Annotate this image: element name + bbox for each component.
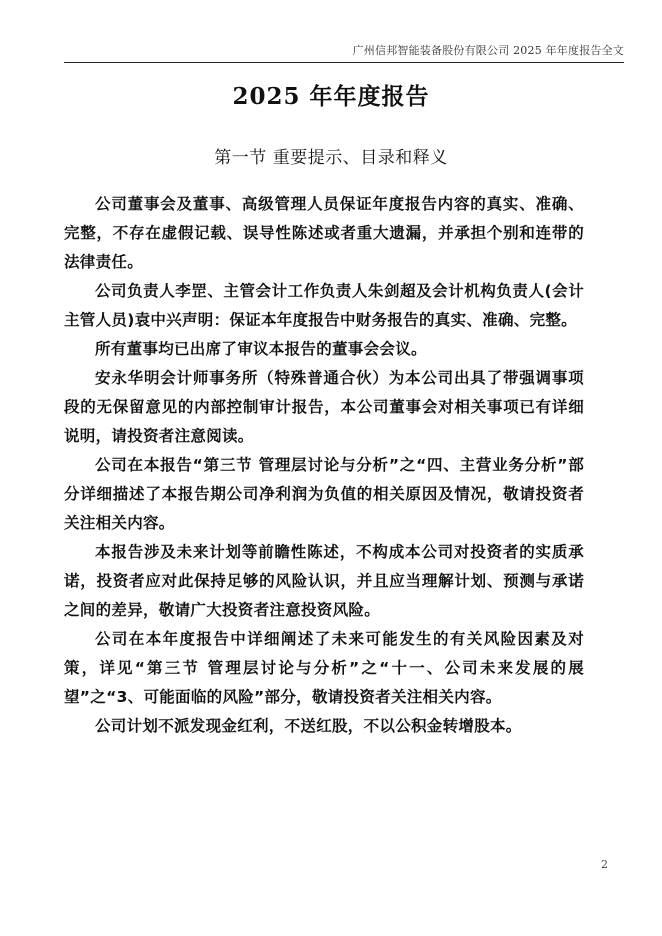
running-header: 广州信邦智能装备股份有限公司 2025 年年度报告全文 [352,44,624,57]
paragraph-board-attendance: 所有董事均已出席了审议本报告的董事会会议。 [95,340,427,358]
paragraph-forward-looking: 本报告涉及未来计划等前瞻性陈述，不构成本公司对投资者的实质承诺，投资者应对此保持足够的风险认识，并且应当理解计划、预测与承诺之间的差异，敬请广大投资者注意投资风险。 [64,543,584,619]
header-divider [64,62,624,63]
paragraph-risk-factors: 公司在本年度报告中详细阐述了未来可能发生的有关风险因素及对策，详见“第三节 管理层讨论与分析”之“十一、公司未来发展的展望”之“3、可能面临的风险”部分，敬请投资者关注相关内容。 [64,630,584,706]
paragraph-net-loss: 公司在本报告“第三节 管理层讨论与分析”之“四、主营业务分析”部分详细描述了本报告期公司净利润为负值的相关原因及情况，敬请投资者关注相关内容。 [64,456,584,532]
paragraph-responsibility: 公司董事会及董事、高级管理人员保证年度报告内容的真实、准确、完整，不存在虚假记载、误导性陈述或者重大遗漏，并承担个别和连带的法律责任。 [64,195,584,271]
document-body [64,190,584,741]
paragraph-dividend-plan: 公司计划不派发现金红利，不送红股，不以公积金转增股本。 [95,717,522,735]
report-title: 2025 年年度报告 [232,83,430,110]
paragraph-financial-statement: 公司负责人李罡、主管会计工作负责人朱剑超及会计机构负责人(会计主管人员)袁中兴声明：保证本年度报告中财务报告的真实、准确、完整。 [64,282,584,329]
section-title: 第一节 重要提示、目录和释义 [214,148,448,168]
paragraph-audit-opinion: 安永华明会计师事务所（特殊普通合伙）为本公司出具了带强调事项段的无保留意见的内部控制审计报告，本公司董事会对相关事项已有详细说明，请投资者注意阅读。 [64,369,584,445]
page-number: 2 [601,858,608,871]
